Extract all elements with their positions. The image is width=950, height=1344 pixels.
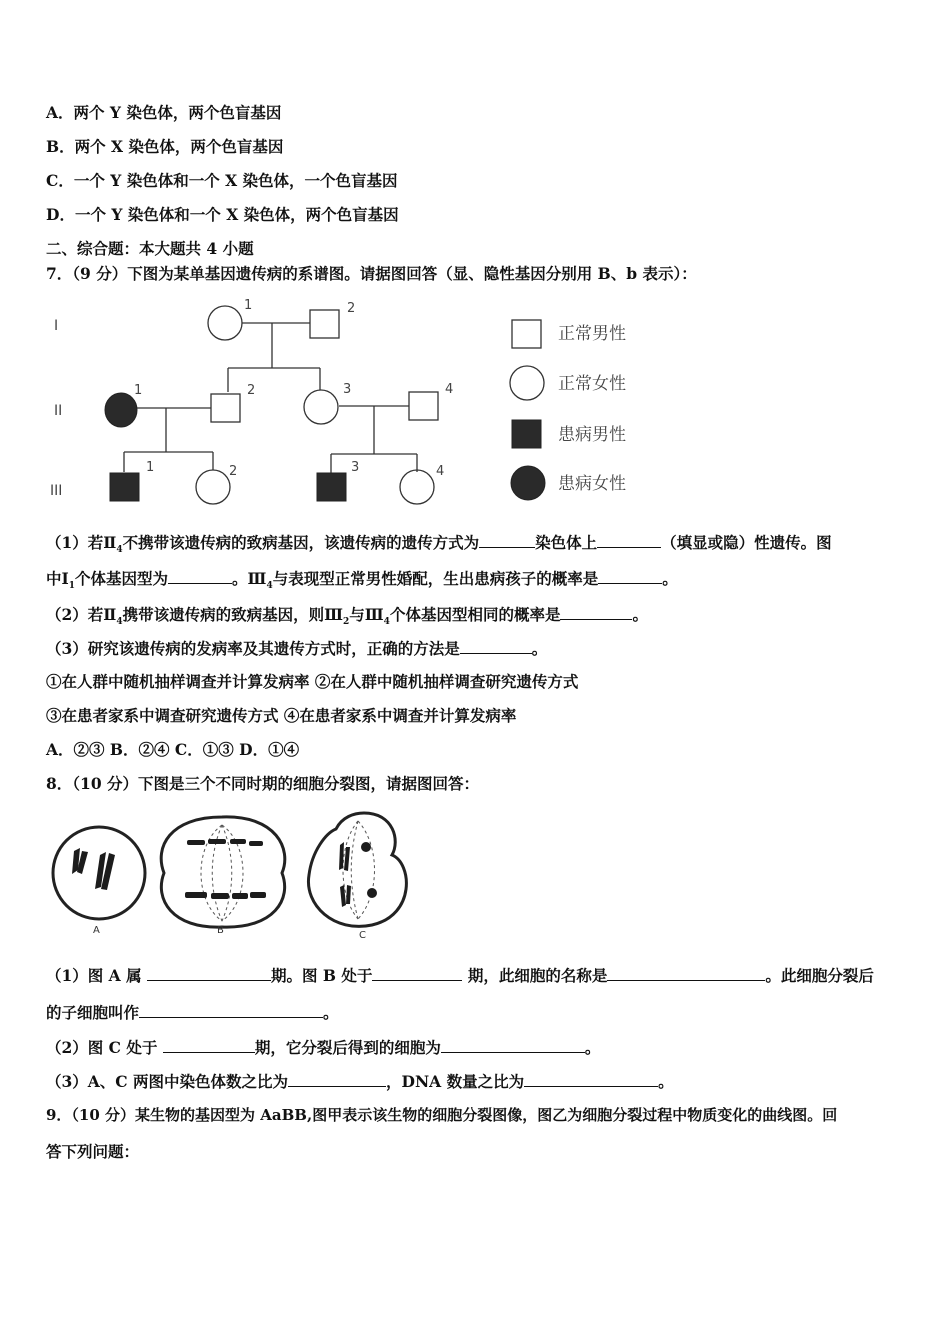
answer-blank[interactable]: [168, 568, 232, 584]
legend-normal-female: 正常女性: [558, 374, 626, 394]
q7-stem: 7．（9 分）下图为某单基因遗传病的系谱图。请据图回答（显、隐性基因分别用 B、b 表示）：: [46, 264, 697, 283]
q8-stem: 8．（10 分）下图是三个不同时期的细胞分裂图，请据图回答：: [46, 774, 480, 793]
q7-part1-line1: （1）若$Ⅱ_4$不携带该遗传病的致病基因，该遗传病的遗传方式为 染色体上 （填显或隐）性遗传。图: [46, 533, 832, 556]
cell-a-label: A: [93, 925, 100, 936]
answer-blank[interactable]: [598, 568, 662, 584]
option-a: A．两个 Y 染色体，两个色盲基因: [46, 103, 282, 122]
q7-method-line1: ①在人群中随机抽样调查并计算发病率 ②在人群中随机抽样调查研究遗传方式: [46, 672, 579, 691]
cell-c-label: C: [359, 930, 366, 941]
answer-blank[interactable]: [607, 965, 765, 981]
pedigree-chart: [40, 290, 660, 515]
answer-blank[interactable]: [479, 532, 535, 548]
cell-division-figure: [44, 805, 424, 945]
answer-blank[interactable]: [372, 965, 462, 981]
q8-part2: （2）图 C 处于 期，它分裂后得到的细胞为 。: [46, 1038, 601, 1057]
gen-iii-label: III: [50, 483, 63, 499]
ind-label: 4: [445, 382, 454, 397]
legend-normal-male: 正常男性: [558, 324, 626, 344]
option-b: B．两个 X 染色体，两个色盲基因: [46, 137, 284, 156]
ind-label: 2: [229, 464, 238, 479]
answer-blank[interactable]: [163, 1037, 255, 1053]
answer-blank[interactable]: [139, 1002, 323, 1018]
section-heading: 二、综合题：本大题共 4 小题: [46, 239, 254, 258]
q9-stem-line1: 9．（10 分）某生物的基因型为 AaBB,图甲表示该生物的细胞分裂图像，图乙为细胞分裂过程中物质变化的曲线图。回: [46, 1106, 838, 1124]
ind-label: 3: [343, 382, 352, 397]
gen-i-label: I: [54, 318, 59, 334]
legend-affected-female: 患病女性: [558, 474, 626, 494]
answer-blank[interactable]: [524, 1071, 658, 1087]
option-c: C．一个 Y 染色体和一个 X 染色体，一个色盲基因: [46, 171, 398, 190]
answer-blank[interactable]: [288, 1071, 386, 1087]
ind-label: 1: [244, 298, 253, 313]
ind-label: 1: [146, 460, 155, 475]
ind-label: 2: [347, 301, 356, 316]
answer-blank[interactable]: [147, 965, 271, 981]
q8-part1-line2: 的子细胞叫作 。: [46, 1003, 339, 1022]
answer-blank[interactable]: [597, 532, 661, 548]
q9-stem-line2: 答下列问题：: [46, 1142, 140, 1161]
option-d: D．一个 Y 染色体和一个 X 染色体，两个色盲基因: [46, 205, 399, 224]
ind-label: 4: [436, 464, 445, 479]
q7-choices: A．②③ B．②④ C．①③ D．①④: [46, 740, 300, 759]
ind-label: 1: [134, 383, 143, 398]
answer-blank[interactable]: [441, 1037, 585, 1053]
cell-b-label: B: [217, 925, 224, 936]
gen-ii-label: II: [54, 403, 63, 419]
q7-method-line2: ③在患者家系中调查研究遗传方式 ④在患者家系中调查并计算发病率: [46, 706, 517, 725]
q7-part1-line2: 中$Ⅰ_1$个体基因型为 。$Ⅲ_4$与表现型正常男性婚配，生出患病孩子的概率是 。: [46, 569, 678, 592]
q7-part2: （2）若$Ⅱ_4$携带该遗传病的致病基因，则$Ⅲ_2$与$Ⅲ_4$个体基因型相同的概率是 。: [46, 605, 648, 628]
answer-blank[interactable]: [560, 604, 632, 620]
legend-affected-male: 患病男性: [558, 425, 626, 445]
ind-label: 2: [247, 383, 256, 398]
q7-part3: （3）研究该遗传病的发病率及其遗传方式时，正确的方法是 。: [46, 639, 548, 658]
q8-part1-line1: （1）图 A 属 期。图 B 处于 期，此细胞的名称是 。此细胞分裂后: [46, 966, 874, 985]
q8-part3: （3）A、C 两图中染色体数之比为 ，DNA 数量之比为 。: [46, 1072, 674, 1091]
answer-blank[interactable]: [460, 638, 532, 654]
ind-label: 3: [351, 460, 360, 475]
